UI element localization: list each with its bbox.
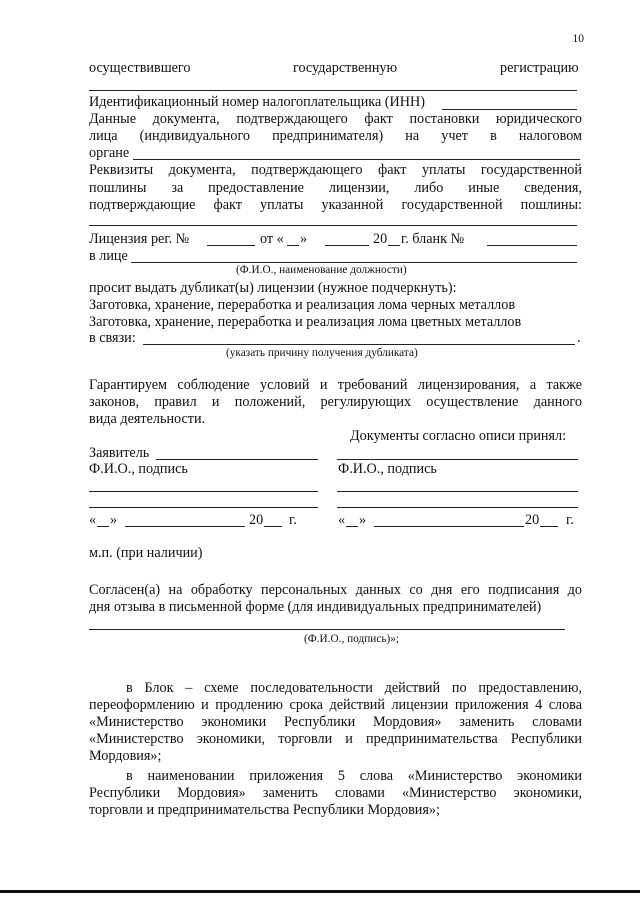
in-person-label: в лице [89, 248, 128, 264]
reason-caption: (указать причину получения дубликата) [226, 347, 418, 359]
fee-details-line-3: подтверждающие факт уплаты указанной государственной пошлины: [89, 197, 582, 213]
acceptor-month-line [374, 526, 524, 527]
license-month-line [325, 245, 369, 246]
organ-fill-line [133, 159, 580, 160]
applicant-day-line [97, 526, 109, 527]
acceptor-year-line [540, 526, 558, 527]
word-exercised: осуществившего [89, 60, 191, 76]
page-number: 10 [572, 33, 584, 45]
acceptor-date-close: » [359, 512, 367, 528]
acceptor-sign-line-2 [337, 507, 578, 508]
in-person-line [131, 262, 577, 263]
applicant-fio-sign: Ф.И.О., подпись [89, 461, 188, 477]
para1-line-2: переоформлению и продлению срока действий лицензии приложения 4 слова [89, 697, 582, 713]
word-state: государственную [293, 60, 398, 76]
guarantee-line-2: законов, правил и положений, регулирующих осуществление данного [89, 394, 582, 410]
license-blank-label: г. бланк № [401, 231, 465, 247]
applicant-month-line [125, 526, 245, 527]
license-number-line [207, 245, 255, 246]
applicant-sign-line-2 [89, 507, 318, 508]
license-quote-close: » [300, 231, 308, 247]
applicant-sign-line-1 [89, 491, 318, 492]
para1-line-3: «Министерство экономики Республики Мордовия» заменить словами [89, 714, 582, 730]
consent-line-2: дня отзыва в письменной форме (для индивидуальных предпринимателей) [89, 599, 542, 615]
applicant-date-open: « [89, 512, 97, 528]
doc-registration-line-3: органе [89, 145, 130, 161]
acceptor-year-suffix: г. [566, 512, 574, 528]
license-year-prefix: 20 [373, 231, 388, 247]
option-black-metals: Заготовка, хранение, переработка и реализация лома черных металлов [89, 297, 516, 313]
consent-line-1: Согласен(а) на обработку персональных данных со дня его подписания до [89, 582, 582, 598]
request-text: просит выдать дубликат(ы) лицензии (нужное подчеркнуть): [89, 280, 457, 296]
fee-details-line-1: Реквизиты документа, подтверждающего факт уплаты государственной [89, 162, 582, 178]
reason-label: в связи: [89, 330, 136, 346]
reason-line [143, 344, 575, 345]
option-color-metals: Заготовка, хранение, переработка и реализация лома цветных металлов [89, 314, 522, 330]
acceptor-sign-line-1 [337, 491, 578, 492]
applicant-year-suffix: г. [289, 512, 297, 528]
guarantee-line-1: Гарантируем соблюдение условий и требований лицензирования, а также [89, 377, 582, 393]
applicant-date-close: » [110, 512, 118, 528]
para2-line-3: торговли и предпринимательства Республики Мордовия»; [89, 802, 440, 818]
docs-accepted-label: Документы согласно описи принял: [350, 428, 567, 444]
para1-line-1: в Блок – схеме последовательности действий по предоставлению, [126, 680, 582, 696]
fee-details-line-2: пошлины за предоставление лицензии, либо иные сведения, [89, 180, 582, 196]
inn-fill-line [442, 109, 577, 110]
stamp-note: м.п. (при наличии) [89, 545, 203, 561]
word-registration: регистрацию [500, 60, 579, 76]
reason-end: . [577, 330, 581, 346]
para2-line-2: Республики Мордовия» заменить словами «Министерство экономики, [89, 785, 582, 801]
para1-line-5: Мордовия»; [89, 748, 162, 764]
applicant-label: Заявитель [89, 445, 150, 461]
inn-label: Идентификационный номер налогоплательщика (ИНН) [89, 94, 425, 110]
fee-fill-line [89, 225, 577, 226]
acceptor-day-line [346, 526, 358, 527]
applicant-year-line [264, 526, 282, 527]
doc-registration-line-1: Данные документа, подтверждающего факт постановки юридического [89, 111, 582, 127]
license-year-line [388, 245, 400, 246]
license-reg-label: Лицензия рег. № [89, 231, 190, 247]
acceptor-fio-sign: Ф.И.О., подпись [338, 461, 437, 477]
para1-line-4: «Министерство экономики, торговли и предпринимательства Республики [89, 731, 582, 747]
consent-sign-line [89, 629, 565, 630]
para2-line-1: в наименовании приложения 5 слова «Министерство экономики [126, 768, 582, 784]
person-caption: (Ф.И.О., наименование должности) [236, 264, 407, 276]
license-blank-line [487, 245, 577, 246]
guarantee-line-3: вида деятельности. [89, 411, 206, 427]
applicant-line [156, 459, 318, 460]
fill-line [89, 90, 577, 91]
scan-edge-bar [0, 890, 640, 893]
acceptor-date-open: « [338, 512, 346, 528]
acceptor-line [337, 459, 578, 460]
license-day-line [287, 245, 299, 246]
doc-registration-line-2: лица (индивидуального предпринимателя) на учет в налоговом [89, 128, 582, 144]
license-from-label: от « [260, 231, 284, 247]
acceptor-year-prefix: 20 [525, 512, 540, 528]
applicant-year-prefix: 20 [249, 512, 264, 528]
consent-caption: (Ф.И.О., подпись)»; [304, 633, 400, 645]
